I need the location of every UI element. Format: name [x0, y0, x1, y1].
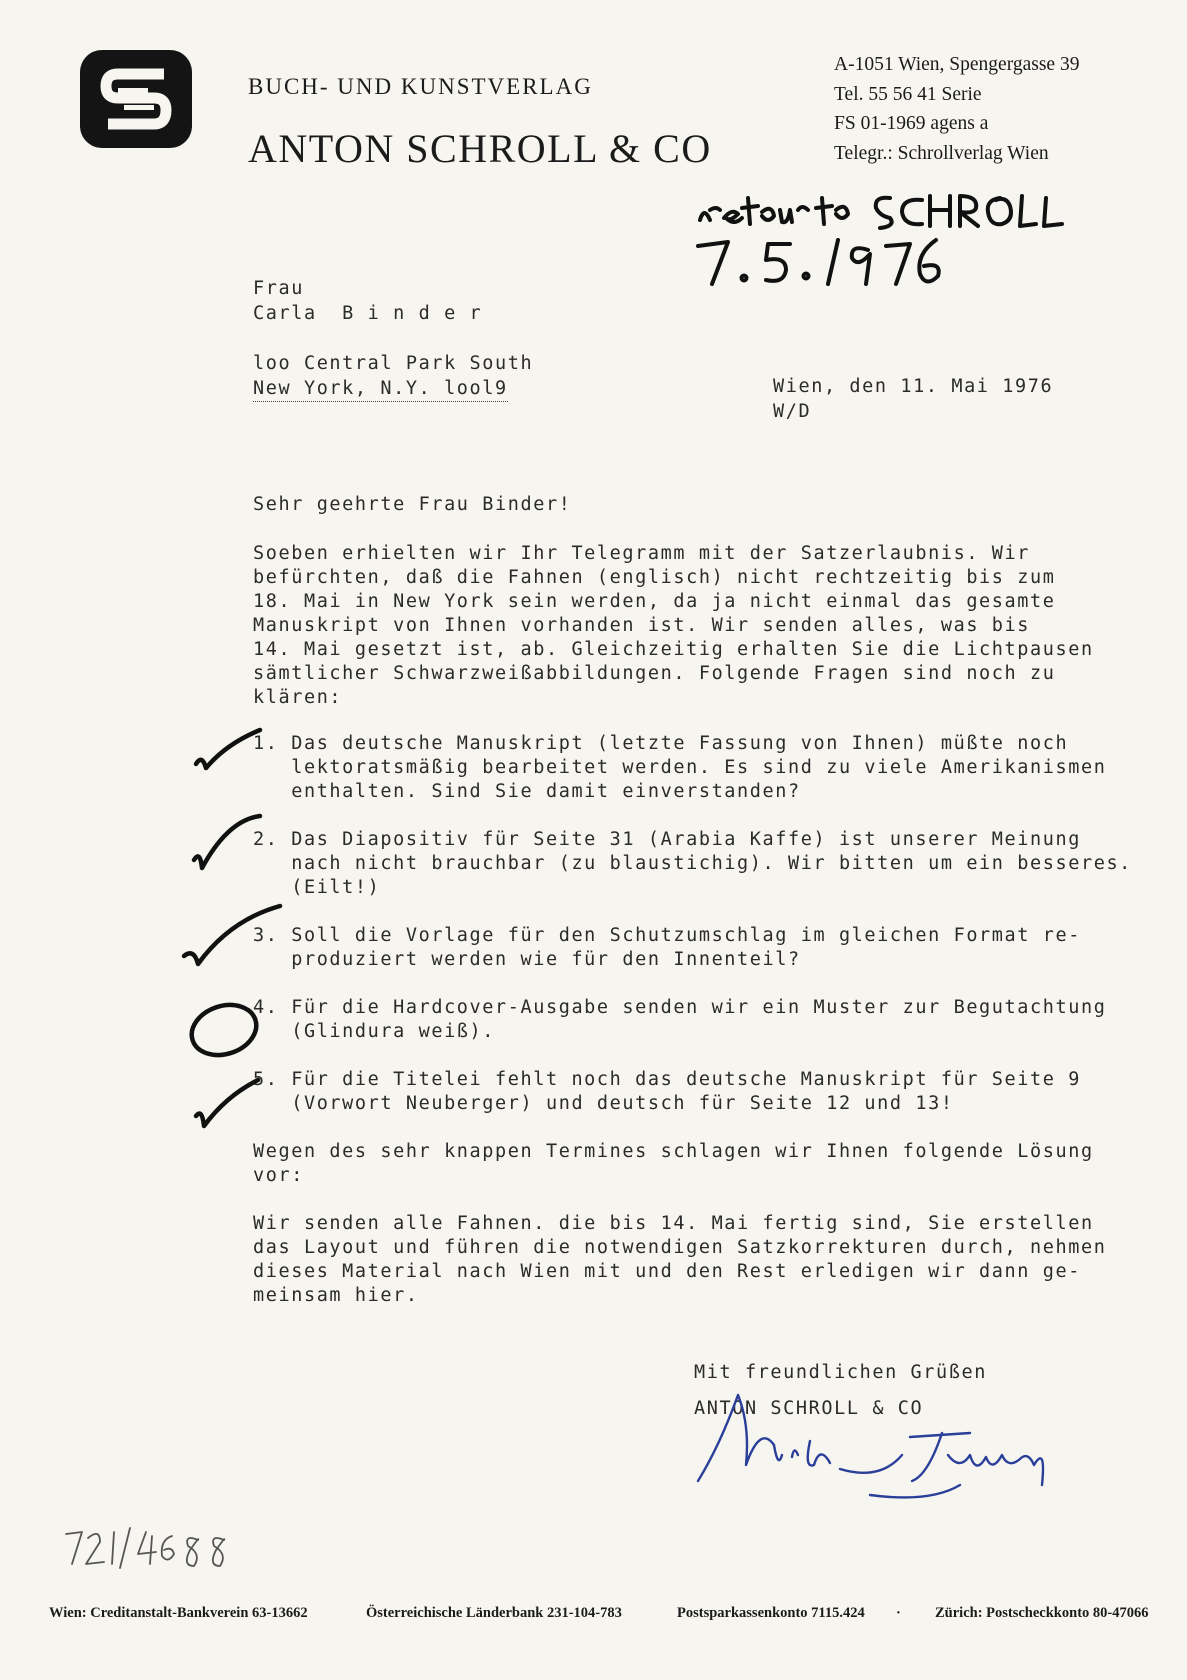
item-line: 1. Das deutsche Manuskript (letzte Fassung von Ihnen) müßte noch: [253, 733, 1069, 754]
proposal-intro-line: Wegen des sehr knappen Termines schlagen wir Ihnen folgende Lösung: [253, 1141, 1094, 1162]
recipient-title: Frau: [253, 278, 304, 299]
contact-address: A-1051 Wien, Spengergasse 39: [834, 54, 1080, 75]
check-mark-icon: [196, 1080, 258, 1126]
publisher-logo: [78, 48, 194, 150]
proposal-line: dieses Material nach Wien mit und den Rest erledigen wir dann ge-: [253, 1261, 1081, 1282]
circle-mark-icon: [185, 997, 263, 1063]
question-item-3: [253, 924, 1153, 972]
proposal-line: das Layout und führen die notwendigen Satzkorrekturen durch, nehmen: [253, 1237, 1107, 1258]
publisher-subtitle: BUCH- UND KUNSTVERLAG: [248, 74, 593, 99]
item-line: 4. Für die Hardcover-Ausgabe senden wir ein Muster zur Begutachtung: [253, 997, 1107, 1018]
item-line: lektoratsmäßig bearbeitet werden. Es sind zu viele Amerikanismen: [253, 757, 1107, 778]
salutation: Sehr geehrte Frau Binder!: [253, 494, 572, 515]
item-line: (Glindura weiß).: [253, 1021, 496, 1042]
item-line: nach nicht brauchbar (zu blaustichig). Wir bitten um ein besseres.: [253, 853, 1132, 874]
item-line: 2. Das Diapositiv für Seite 31 (Arabia Kaffe) ist unserer Meinung: [253, 829, 1081, 850]
check-mark-icon: [184, 906, 280, 964]
footer-postscheck-zurich: Zürich: Postscheckkonto 80-47066: [935, 1605, 1149, 1621]
question-item-1: [253, 732, 1153, 804]
intro-paragraph: [253, 542, 1153, 710]
proposal-intro: [253, 1140, 1153, 1188]
intro-line: sämtlicher Schwarzweißabbildungen. Folgende Fragen sind noch zu: [253, 663, 1056, 684]
footer-bank-laenderbank: Österreichische Länderbank 231-104-783: [366, 1605, 622, 1621]
question-item-2: [253, 828, 1153, 900]
item-line: produziert werden wie für den Innenteil?: [253, 949, 801, 970]
recipient-address: [253, 276, 533, 402]
intro-line: Manuskript von Ihnen vorhanden ist. Wir senden alles, was bis: [253, 615, 1031, 636]
recipient-street: loo Central Park South: [253, 353, 534, 374]
recipient-blank: [253, 326, 533, 351]
proposal-line: Wir senden alle Fahnen. die bis 14. Mai fertig sind, Sie erstellen: [253, 1213, 1094, 1234]
publisher-name: ANTON SCHROLL & CO: [248, 126, 712, 171]
contact-block: [834, 50, 1079, 168]
footer-bank-creditanstalt: Wien: Creditanstalt-Bankverein 63-13662: [49, 1605, 308, 1621]
contact-telex: FS 01-1969 agens a: [834, 113, 989, 134]
proposal-line: meinsam hier.: [253, 1285, 419, 1306]
archive-pencil-note: [60, 1520, 250, 1580]
handwritten-marks: [180, 720, 290, 1140]
item-line: (Eilt!): [253, 877, 381, 898]
item-line: enthalten. Sind Sie damit einverstanden?: [253, 781, 801, 802]
intro-line: 14. Mai gesetzt ist, ab. Gleichzeitig erhalten Sie die Lichtpausen: [253, 639, 1094, 660]
item-line: (Vorwort Neuberger) und deutsch für Seite 12 und 13!: [253, 1093, 954, 1114]
item-line: 5. Für die Titelei fehlt noch das deutsche Manuskript für Seite 9: [253, 1069, 1081, 1090]
footer-separator: ·: [896, 1605, 901, 1621]
check-mark-icon: [196, 730, 260, 768]
intro-line: klären:: [253, 687, 343, 708]
intro-line: befürchten, daß die Fahnen (englisch) nicht rechtzeitig bis zum: [253, 567, 1056, 588]
signature: [690, 1385, 1120, 1525]
date-block: [773, 374, 1053, 424]
question-item-5: [253, 1068, 1153, 1116]
check-mark-icon: [194, 816, 260, 868]
question-item-4: [253, 996, 1153, 1044]
proposal-intro-line: vor:: [253, 1165, 304, 1186]
handwritten-return-note: [690, 180, 1130, 290]
recipient-name: Carla B i n d e r: [253, 303, 483, 324]
closing-greeting: Mit freundlichen Grüßen: [694, 1362, 987, 1383]
proposal-paragraph: [253, 1212, 1153, 1308]
closing-company: ANTON SCHROLL & CO: [694, 1398, 924, 1419]
letter-date: Wien, den 11. Mai 1976: [773, 376, 1054, 397]
item-line: 3. Soll die Vorlage für den Schutzumschlag im gleichen Format re-: [253, 925, 1081, 946]
intro-line: 18. Mai in New York sein werden, da ja nicht einmal das gesamte: [253, 591, 1056, 612]
footer-postsparkasse: Postsparkassenkonto 7115.424: [677, 1605, 865, 1621]
intro-line: Soeben erhielten wir Ihr Telegramm mit der Satzerlaubnis. Wir: [253, 543, 1031, 564]
recipient-city: New York, N.Y. lool9: [253, 376, 508, 402]
contact-phone: Tel. 55 56 41 Serie: [834, 83, 982, 105]
letter-reference: W/D: [773, 401, 812, 422]
contact-telegram: Telegr.: Schrollverlag Wien: [834, 142, 1049, 164]
